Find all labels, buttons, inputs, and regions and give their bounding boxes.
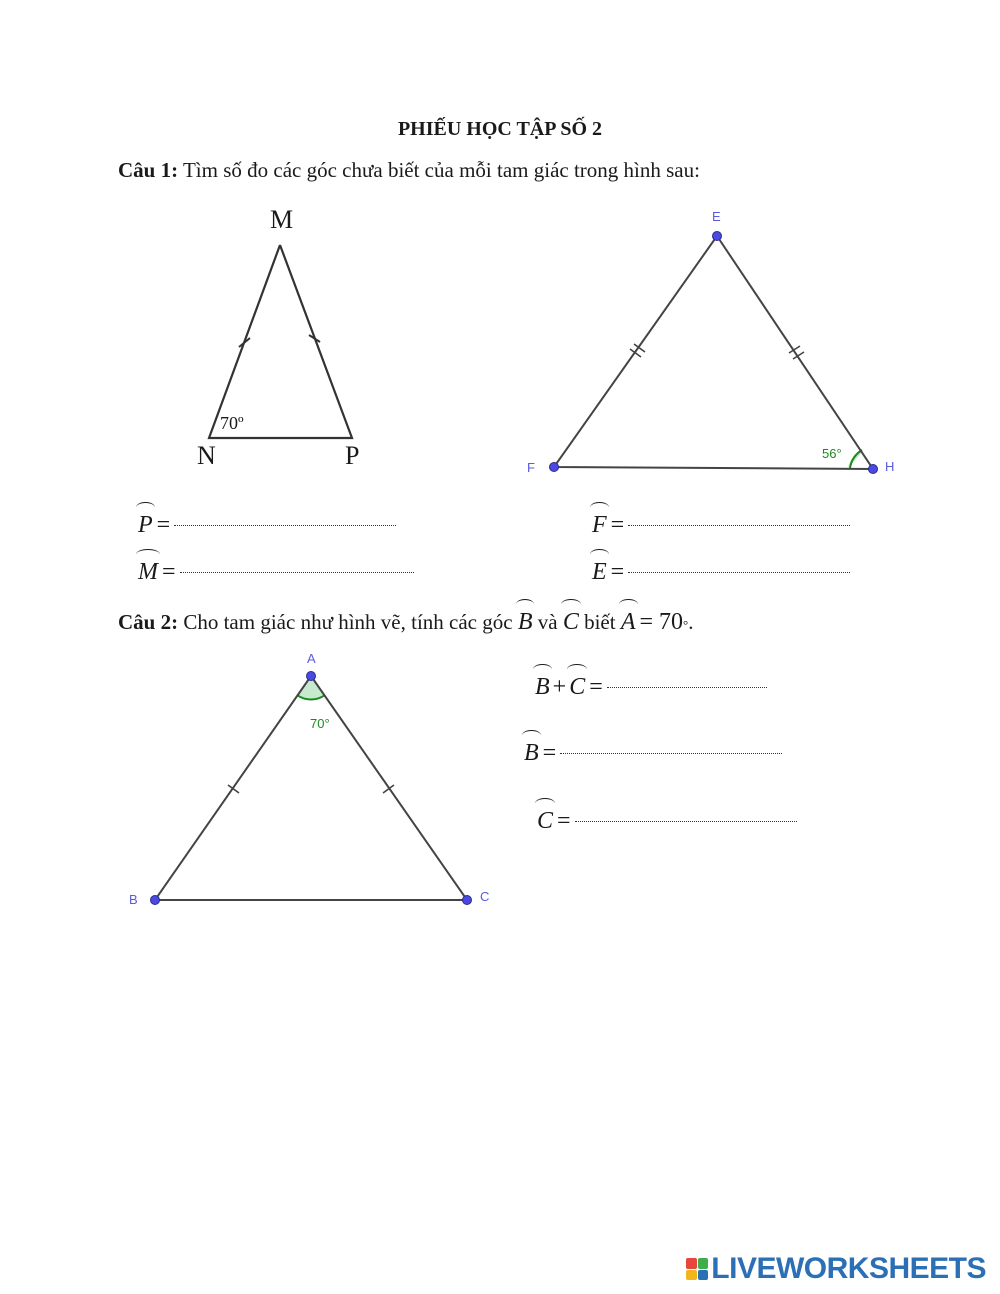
answer-f-row (592, 506, 850, 539)
label-e: E (712, 209, 721, 224)
angle-n-label: 70º (220, 413, 244, 433)
question-2-end: . (688, 610, 694, 634)
angle-a-value: = 70 (639, 609, 684, 635)
label-p: P (345, 441, 360, 470)
angle-a-symbol: A (621, 603, 636, 636)
logo-square (686, 1258, 697, 1269)
angle-p-symbol: P (138, 506, 153, 539)
equals-sign: = (156, 512, 171, 538)
angle-h-label: 56° (822, 446, 842, 461)
point-h (869, 465, 878, 474)
answer-m-row (138, 553, 414, 586)
answer-p-row (138, 506, 396, 539)
equals-sign: = (610, 512, 625, 538)
point-f (550, 463, 559, 472)
angle-c-symbol: C (569, 668, 585, 701)
answer-p-blank[interactable] (174, 525, 396, 526)
answer-e-row (592, 553, 850, 586)
point-a (307, 672, 316, 681)
angle-b-symbol: B (518, 603, 533, 636)
answer-c-row (537, 802, 797, 835)
question-1 (118, 158, 700, 183)
answer-m-blank[interactable] (180, 572, 414, 573)
equals-sign: = (610, 559, 625, 585)
answer-b-blank[interactable] (560, 753, 782, 754)
angle-e-symbol: E (592, 553, 607, 586)
question-1-text: Tìm số đo các góc chưa biết của mỗi tam giác trong hình sau: (178, 158, 700, 182)
angle-f-symbol: F (592, 506, 607, 539)
label-h: H (885, 459, 895, 474)
label-a: A (307, 651, 316, 666)
question-2-text: Cho tam giác như hình vẽ, tính các góc (178, 610, 518, 634)
equals-sign: = (589, 674, 603, 700)
logo-square (686, 1270, 697, 1281)
label-n: N (197, 441, 216, 470)
angle-c-symbol: C (537, 802, 553, 835)
liveworksheets-logo-text: LIVEWORKSHEETS (711, 1252, 986, 1285)
answer-b-plus-c-blank[interactable] (607, 687, 767, 688)
question-2-and: và (532, 610, 563, 634)
label-m: M (270, 205, 294, 234)
question-1-label: Câu 1: (118, 158, 179, 182)
triangle-abc (155, 676, 467, 900)
equals-sign: = (557, 808, 571, 834)
answer-e-blank[interactable] (628, 572, 850, 573)
logo-square (698, 1258, 709, 1269)
liveworksheets-logo[interactable] (686, 1252, 986, 1286)
equals-sign: = (162, 559, 176, 585)
question-2-given: biết (578, 610, 621, 634)
answer-b-row (524, 734, 782, 767)
label-c: C (480, 889, 490, 904)
angle-b-symbol: B (524, 734, 539, 767)
triangle-efh (554, 236, 873, 469)
degree-symbol: ° (683, 617, 689, 632)
angle-a-label: 70° (310, 716, 330, 731)
triangle-mnp (209, 245, 352, 438)
logo-square (698, 1270, 709, 1281)
triangle-efh-figure (540, 225, 890, 480)
triangle-abc-figure (140, 665, 490, 915)
point-e (713, 232, 722, 241)
triangle-mnp-figure (190, 200, 390, 480)
equals-sign: = (542, 740, 557, 766)
point-c (463, 896, 472, 905)
plus-sign: + (552, 674, 567, 700)
label-f: F (527, 460, 535, 475)
answer-f-blank[interactable] (628, 525, 850, 526)
angle-m-symbol: M (138, 553, 158, 586)
angle-b-symbol: B (535, 668, 550, 701)
label-b: B (129, 892, 138, 907)
angle-c-symbol: C (563, 603, 579, 636)
answer-b-plus-c-row (535, 668, 767, 701)
liveworksheets-logo-icon (686, 1258, 708, 1280)
question-2 (118, 603, 694, 636)
page-title: PHIẾU HỌC TẬP SỐ 2 (397, 118, 603, 140)
point-b (151, 896, 160, 905)
question-2-label: Câu 2: (118, 610, 179, 634)
answer-c-blank[interactable] (575, 821, 797, 822)
